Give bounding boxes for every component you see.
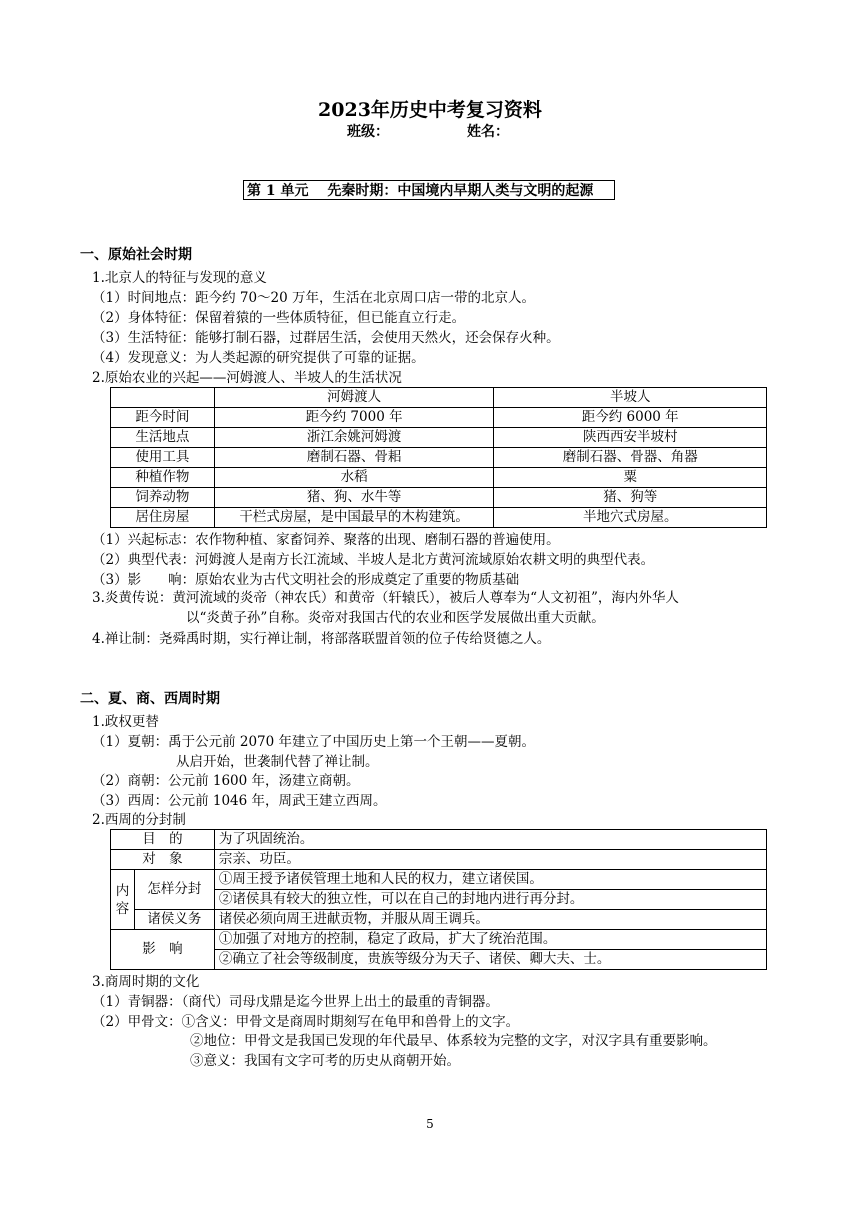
- fengjian-title: 2.西周的分封制: [92, 812, 186, 828]
- table-row: [111, 850, 767, 870]
- table-cell: 使用工具: [111, 448, 215, 468]
- item-3-line-1: 3.炎黄传说：黄河流域的炎帝（神农氏）和黄帝（轩辕氏），被后人尊奉为“人文初祖”，海内外华人: [92, 590, 679, 606]
- table-cell: 影 响: [111, 930, 215, 970]
- oracle-line-3: ③意义：我国有文字可考的历史从商朝开始。: [190, 1053, 460, 1069]
- fengjian-table: [110, 829, 767, 970]
- table-row: [111, 448, 767, 468]
- table-cell: 猪、狗、水牛等: [214, 488, 494, 508]
- table-row: [111, 870, 767, 890]
- item-2-line-2: （2）典型代表：河姆渡人是南方长江流域、半坡人是北方黄河流域原始农耕文明的典型代表。: [92, 552, 655, 568]
- item-3-line-2: 以“炎黄子孙”自称。炎帝对我国古代的农业和医学发展做出重大贡献。: [186, 610, 605, 626]
- table-cell: 宗亲、功臣。: [214, 850, 766, 870]
- content-label-text: 内容: [115, 882, 130, 917]
- table-cell: 半地穴式房屋。: [494, 508, 767, 528]
- table-cell: 目 的: [111, 830, 215, 850]
- table-row: [111, 830, 767, 850]
- culture-title: 3.商周时期的文化: [92, 974, 200, 990]
- table-header-cell: 河姆渡人: [214, 388, 494, 408]
- hemudu-banpo-table: [110, 387, 767, 528]
- regime-title: 1.政权更替: [92, 714, 159, 730]
- xia-line-2: 从启开始，世袭制代替了禅让制。: [176, 754, 379, 770]
- table-cell: ①加强了对地方的控制，稳定了政局，扩大了统治范围。: [214, 930, 766, 950]
- item-4-line: 4.禅让制：尧舜禹时期，实行禅让制，将部落联盟首领的位子传给贤德之人。: [92, 631, 551, 647]
- table-cell: 磨制石器、骨耜: [214, 448, 494, 468]
- item-1-line-1: （1）时间地点：距今约 70～20 万年，生活在北京周口店一带的北京人。: [92, 290, 536, 306]
- table-row: [111, 930, 767, 950]
- table-row: [111, 488, 767, 508]
- table-cell: 距今时间: [111, 408, 215, 428]
- oracle-line-2: ②地位：甲骨文是我国已发现的年代最早、体系较为完整的文字，对汉字具有重要影响。: [190, 1033, 717, 1049]
- table-cell: 诸侯必须向周王进献贡物，并服从周王调兵。: [214, 910, 766, 930]
- item-1-line-2: （2）身体特征：保留着猿的一些体质特征，但已能直立行走。: [92, 310, 466, 326]
- table-row: [111, 508, 767, 528]
- oracle-line-1: （2）甲骨文：①含义：甲骨文是商周时期刻写在龟甲和兽骨上的文字。: [92, 1014, 520, 1030]
- table-cell: 对 象: [111, 850, 215, 870]
- table-cell: 饲养动物: [111, 488, 215, 508]
- table-cell: 距今约 7000 年: [214, 408, 494, 428]
- table-cell: 陕西西安半坡村: [494, 428, 767, 448]
- table-cell: 为了巩固统治。: [214, 830, 766, 850]
- section-1-heading: 一、原始社会时期: [80, 247, 192, 263]
- name-label: 姓名：: [467, 124, 509, 140]
- table-cell: 诸侯义务: [134, 910, 214, 930]
- table-cell: 猪、狗等: [494, 488, 767, 508]
- table-cell: 粟: [494, 468, 767, 488]
- shang-line: （2）商朝：公元前 1600 年，汤建立商朝。: [92, 773, 360, 789]
- item-2-line-3: （3）影 响：原始农业为古代文明社会的形成奠定了重要的物质基础: [92, 572, 520, 588]
- table-cell: ①周王授予诸侯管理土地和人民的权力，建立诸侯国。: [214, 870, 766, 890]
- table-cell: 种植作物: [111, 468, 215, 488]
- table-header-cell: [111, 388, 215, 408]
- table-row: [111, 910, 767, 930]
- table-cell: 居住房屋: [111, 508, 215, 528]
- page-number: 5: [426, 1117, 434, 1131]
- table-header-cell: 半坡人: [494, 388, 767, 408]
- zhou-line: （3）西周：公元前 1046 年，周武王建立西周。: [92, 793, 387, 809]
- table-cell: 生活地点: [111, 428, 215, 448]
- unit-heading-box: 第 1 单元 先秦时期：中国境内早期人类与文明的起源: [243, 180, 615, 200]
- bronze-line: （1）青铜器：（商代）司母戊鼎是迄今世界上出土的最重的青铜器。: [92, 994, 499, 1010]
- item-2-line-1: （1）兴起标志：农作物种植、家畜饲养、聚落的出现、磨制石器的普遍使用。: [92, 532, 560, 548]
- table-cell: 距今约 6000 年: [494, 408, 767, 428]
- table-cell: 干栏式房屋，是中国最早的木构建筑。: [214, 508, 494, 528]
- table-cell: 水稻: [214, 468, 494, 488]
- section-2-heading: 二、夏、商、西周时期: [80, 691, 220, 707]
- table-row: [111, 468, 767, 488]
- xia-line: （1）夏朝：禹于公元前 2070 年建立了中国历史上第一个王朝——夏朝。: [92, 734, 536, 750]
- table-cell-content-label: [111, 870, 135, 930]
- class-label: 班级：: [347, 124, 389, 140]
- table-row: [111, 408, 767, 428]
- document-title: 2023年历史中考复习资料: [318, 99, 542, 121]
- table-row: [111, 428, 767, 448]
- table-cell: 浙江余姚河姆渡: [214, 428, 494, 448]
- table-cell: ②诸侯具有较大的独立性，可以在自己的封地内进行再分封。: [214, 890, 766, 910]
- item-1-line-4: （4）发现意义：为人类起源的研究提供了可靠的证据。: [92, 350, 425, 366]
- table-cell: 磨制石器、骨器、角器: [494, 448, 767, 468]
- table-header-row: [111, 388, 767, 408]
- item-2-title: 2.原始农业的兴起——河姆渡人、半坡人的生活状况: [92, 370, 402, 386]
- item-1-title: 1.北京人的特征与发现的意义: [92, 270, 267, 286]
- item-1-line-3: （3）生活特征：能够打制石器，过群居生活，会使用天然火，还会保存火种。: [92, 330, 560, 346]
- table-cell: ②确立了社会等级制度，贵族等级分为天子、诸侯、卿大夫、士。: [214, 950, 766, 970]
- table-cell: 怎样分封: [134, 870, 214, 910]
